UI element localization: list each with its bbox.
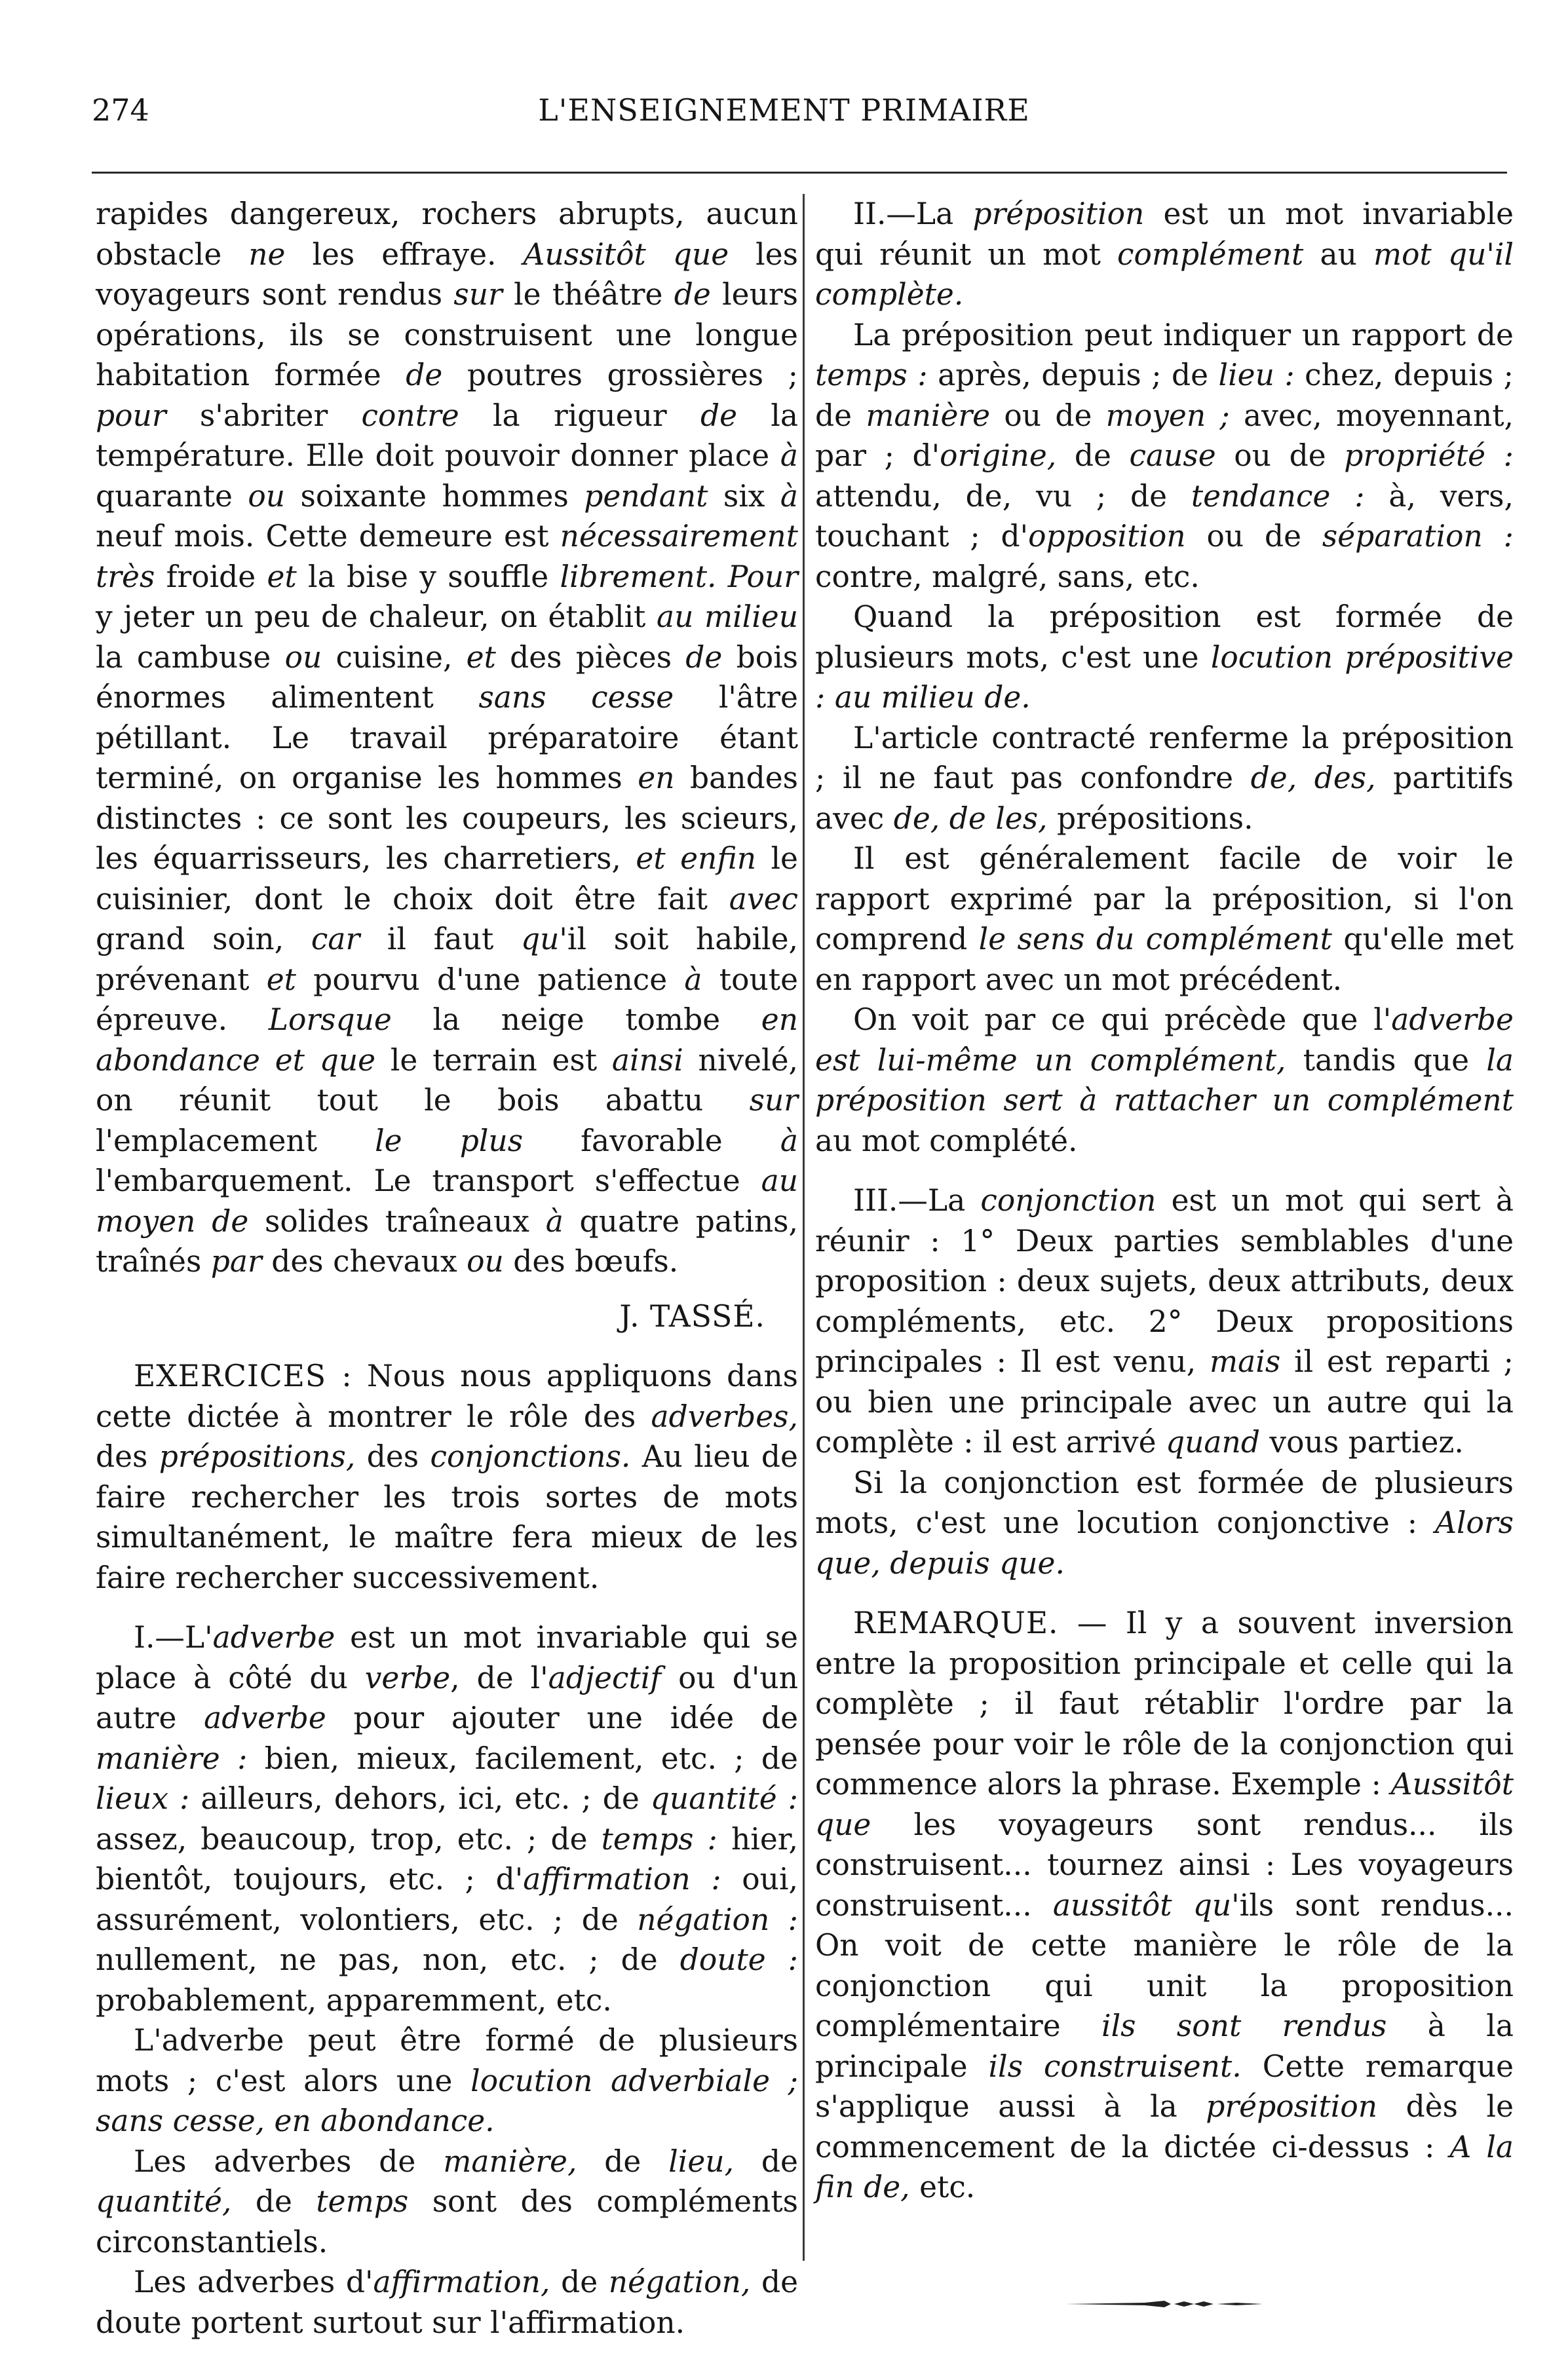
text-segment <box>825 680 834 715</box>
text-segment: prépositions. <box>1047 801 1253 836</box>
italic-segment: le sens du complément <box>978 922 1332 956</box>
italic-segment: et <box>266 962 296 997</box>
italic-segment: de <box>674 277 711 312</box>
text-segment: les voyageurs sont rendus <box>96 236 798 312</box>
article-contracte <box>815 718 1514 839</box>
text-segment: le théâtre <box>502 277 674 312</box>
italic-segment: à <box>684 962 702 997</box>
text-segment: II.—La <box>853 197 973 231</box>
preposition-locution <box>815 597 1514 718</box>
italic-segment: quand <box>1165 1425 1260 1460</box>
text-segment: Les adverbes d' <box>134 2265 373 2299</box>
italic-segment: ne <box>248 236 286 272</box>
text-segment: Cette remarque s'applique aussi à la <box>815 2049 1514 2124</box>
text-segment: de doute portent surtout sur l'affirmation. <box>96 2265 798 2340</box>
text-segment: ou d'un autre <box>96 1660 798 1735</box>
italic-segment: la préposition sert à rattacher un complément <box>815 1042 1514 1118</box>
text-segment: III.—La <box>853 1183 981 1218</box>
text-segment: les voyageurs sont rendus... ils construisent... tournez ainsi : Les voyageurs construisent... <box>815 1807 1514 1923</box>
italic-segment: et <box>466 639 496 675</box>
italic-segment: en abondance <box>96 1002 798 1078</box>
italic-segment: aussitôt qu' <box>1052 1887 1240 1923</box>
text-segment: ailleurs, dehors, ici, etc. ; de <box>189 1781 651 1816</box>
ornament-divider <box>1066 2299 1263 2309</box>
italic-segment: adjectif <box>548 1660 662 1695</box>
italic-segment: Lorsque <box>268 1002 392 1037</box>
text-segment: chez, depuis ; de <box>815 358 1514 433</box>
text-segment: avec, moyennant, par ; d' <box>815 398 1514 473</box>
text-segment: bois énormes alimentent <box>96 639 798 715</box>
exercices-text <box>96 1359 798 1595</box>
italic-segment: ils sont rendus <box>1101 2009 1387 2043</box>
text-segment: après, depuis ; de <box>927 358 1219 392</box>
text-segment: au mot complété. <box>815 1123 1078 1158</box>
text-segment: bandes distinctes : ce sont les coupeurs, les scieurs, les équarrisseurs, les charretiers, <box>96 761 798 876</box>
italic-segment: adverbe <box>212 1620 335 1655</box>
text-segment: des <box>355 1439 430 1474</box>
text-segment: vous partiez. <box>1259 1425 1464 1460</box>
italic-segment: lieu, <box>668 2144 735 2179</box>
italic-segment: et <box>267 559 297 594</box>
italic-segment: manière <box>866 398 991 433</box>
text-segment: Il est généralement facile de voir le rapport exprimé par la préposition, si l'on comprend <box>815 841 1514 956</box>
remarque-paragraph <box>815 1603 1514 2208</box>
italic-segment: au moyen de <box>96 1163 798 1239</box>
italic-segment: locution prépositive : <box>815 639 1514 715</box>
text-segment: nullement, ne pas, non, etc. ; de <box>96 1942 680 1977</box>
text-segment: au <box>1303 236 1374 272</box>
text-segment: y jeter un peu de chaleur, on établit <box>96 599 657 634</box>
text-segment: le cuisinier, dont le choix doit être fait <box>96 841 798 916</box>
italic-segment: le plus <box>375 1123 524 1158</box>
text-segment: pourvu d'une patience <box>296 962 685 997</box>
text-segment: ou de <box>1185 519 1322 554</box>
italic-segment: tendance : <box>1191 478 1365 514</box>
section-conjonction <box>815 1181 1514 1463</box>
italic-segment: quantité : <box>650 1781 798 1816</box>
italic-segment: lieux : <box>96 1781 190 1816</box>
italic-segment: contre <box>361 398 459 433</box>
preposition-rapports <box>815 315 1514 597</box>
italic-segment: temps <box>316 2184 409 2219</box>
text-segment: à, vers, touchant ; d' <box>815 478 1514 554</box>
italic-segment: à <box>780 1123 798 1158</box>
italic-segment: verbe <box>364 1660 451 1695</box>
italic-segment: propriété : <box>1344 438 1514 473</box>
text-segment: ou de <box>1215 438 1345 473</box>
text-segment: l'emplacement <box>96 1123 375 1158</box>
italic-segment: nécessairement très <box>96 519 798 594</box>
italic-segment: adverbe est lui-même un complément, <box>815 1002 1514 1078</box>
text-segment: L'adverbe peut être formé de plusieurs mots ; c'est alors une <box>96 2023 798 2098</box>
italic-segment: par <box>210 1244 262 1279</box>
text-segment: cuisine, <box>322 639 467 675</box>
text-segment: des pièces <box>495 639 686 675</box>
italic-segment: A la fin de, <box>815 2129 1514 2204</box>
italic-segment: mot qu'il complète. <box>815 236 1514 312</box>
text-segment: des <box>96 1439 159 1474</box>
text-segment: est un mot invariable qui réunit un mot <box>815 197 1514 272</box>
text-segment: Au lieu de faire rechercher les trois sortes de mots simultanément, le maître fera mieux de les faire rechercher successivement. <box>96 1439 798 1595</box>
text-segment: quarante <box>96 478 248 514</box>
italic-segment: manière, <box>443 2144 577 2179</box>
right-column <box>815 194 1514 2309</box>
italic-segment: moyen ; <box>1105 398 1230 433</box>
section-adverbe <box>96 1617 798 2020</box>
text-segment: tandis que <box>1286 1042 1487 1078</box>
text-segment: Les adverbes de <box>134 2144 444 2179</box>
italic-segment: librement. <box>560 559 717 594</box>
text-segment: contre, malgré, sans, etc. <box>815 559 1200 594</box>
text-segment: froide <box>155 559 267 594</box>
italic-segment: ou <box>467 1244 504 1279</box>
section-preposition <box>815 194 1514 315</box>
adverbes-affirmation <box>96 2262 798 2343</box>
text-segment: hier, bientôt, toujours, etc. ; d' <box>96 1821 798 1897</box>
italic-segment: ils construisent. <box>988 2049 1242 2084</box>
text-segment: assez, beaucoup, trop, etc. ; de <box>96 1821 602 1857</box>
running-head: L'ENSEIGNEMENT PRIMAIRE <box>538 92 1030 128</box>
text-segment: probablement, apparemment, etc. <box>96 1982 612 2018</box>
adverbes-complements <box>96 2142 798 2263</box>
dictee-text <box>96 194 798 1282</box>
italic-segment: de <box>700 398 738 433</box>
italic-segment: à <box>780 478 798 514</box>
text-segment: de <box>577 2144 669 2179</box>
exercices-paragraph <box>96 1356 798 1598</box>
italic-segment: Pour <box>727 559 799 594</box>
italic-segment: temps : <box>601 1821 717 1857</box>
italic-segment: avec <box>729 881 798 916</box>
remarque-label: REMARQUE. <box>853 1606 1059 1640</box>
italic-segment: ou <box>248 478 286 514</box>
italic-segment: Aussitôt que <box>815 1767 1514 1842</box>
text-segment: ou de <box>990 398 1106 433</box>
text-segment: de <box>1056 438 1130 473</box>
conjonction-locution <box>815 1463 1514 1584</box>
italic-segment: pour <box>96 398 166 433</box>
italic-segment: négation, <box>608 2265 751 2299</box>
text-segment: I.—L' <box>134 1620 213 1655</box>
text-segment: sont des compléments circonstantiels. <box>96 2184 798 2259</box>
text-segment: l'âtre pétillant. Le travail préparatoire étant terminé, on organise les hommes <box>96 680 798 795</box>
italic-segment: prépositions, <box>159 1439 356 1474</box>
italic-segment: car <box>311 922 360 956</box>
italic-segment: et que <box>275 1042 376 1078</box>
remarque-text <box>815 1606 1514 2204</box>
text-segment: toute épreuve. <box>96 962 799 1037</box>
italic-segment: de <box>406 358 443 392</box>
text-segment: s'abriter <box>166 398 362 433</box>
text-segment: les effraye. <box>285 236 524 272</box>
italic-segment: de, des, <box>1250 761 1376 795</box>
text-segment: attendu, de, vu ; de <box>815 478 1191 514</box>
italic-segment: cause <box>1129 438 1216 473</box>
rapport-facile <box>815 839 1514 1000</box>
text-segment: ils sont rendus... On voit de cette manière le rôle de la conjonction qui unit la proposition complémentaire <box>815 1887 1514 2043</box>
italic-segment: séparation : <box>1322 519 1514 554</box>
italic-segment: lieu : <box>1218 358 1295 392</box>
italic-segment: mais <box>1210 1344 1281 1379</box>
text-segment: leurs opérations, ils se construisent une longue habitation formée <box>96 277 798 392</box>
on-voit <box>815 1000 1514 1161</box>
text-segment: il soit habile, prévenant <box>96 922 798 997</box>
text-segment: il faut <box>360 922 521 956</box>
text-segment <box>716 559 727 594</box>
page-number: 274 <box>92 92 149 128</box>
text-segment: grand soin, <box>96 922 311 956</box>
text-segment: le terrain est <box>375 1042 612 1078</box>
text-segment: soixante hommes <box>285 478 584 514</box>
italic-segment: sur <box>749 1083 798 1118</box>
text-segment: la rigueur <box>459 398 700 433</box>
italic-segment: manière : <box>96 1741 248 1776</box>
italic-segment: adverbe <box>204 1701 326 1735</box>
text-segment: la bise y souffle <box>296 559 560 594</box>
exercices-label: EXERCICES : <box>134 1359 353 1393</box>
text-segment: On voit par ce qui précède que l' <box>853 1002 1392 1037</box>
text-segment: rapides dangereux, rochers abrupts, aucun obstacle <box>96 197 798 272</box>
signature: J. TASSÉ. <box>619 1298 765 1334</box>
text-segment: La préposition peut indiquer un rapport de <box>853 317 1514 352</box>
italic-segment: locution adverbiale ; <box>470 2063 799 2098</box>
text-segment: quatre patins, traînés <box>96 1203 798 1279</box>
italic-segment: origine, <box>940 438 1057 473</box>
italic-segment: au milieu de. <box>834 680 1031 715</box>
italic-segment: affirmation, <box>373 2265 550 2299</box>
text-segment: Nous nous appliquons dans cette dictée à montrer le rôle des <box>96 1359 798 1434</box>
italic-segment: de <box>685 639 723 675</box>
text-segment: Si la conjonction est formée de plusieurs mots, c'est une locution conjonctive : <box>815 1465 1514 1540</box>
text-segment: de <box>550 2265 609 2299</box>
italic-segment: ainsi <box>611 1042 683 1078</box>
text-segment: L'article contracté renferme la préposition ; il ne faut pas confondre <box>815 720 1514 795</box>
text-segment: l'embarquement. Le transport s'effectue <box>96 1163 761 1198</box>
header-rule <box>92 172 1507 174</box>
text-segment: oui, assurément, volontiers, etc. ; de <box>96 1862 798 1937</box>
text-segment: dès le commencement de la dictée ci-dessus : <box>815 2089 1514 2164</box>
italic-segment: sans cesse, en abondance. <box>96 2104 495 2138</box>
text-segment: qu'elle met en rapport avec un mot précédent. <box>815 922 1514 997</box>
text-segment: etc. <box>909 2170 976 2204</box>
text-segment: bien, mieux, facilement, etc. ; de <box>247 1741 798 1776</box>
text-segment: à la principale <box>815 2009 1514 2084</box>
text-segment: de <box>231 2184 316 2219</box>
text-segment: neuf mois. Cette demeure est <box>96 519 560 554</box>
text-segment: poutres grossières ; <box>442 358 798 392</box>
text-segment: il est reparti ; ou bien une principale avec un autre qui la complète : il est arrivé <box>815 1344 1514 1460</box>
italic-segment: à <box>545 1203 564 1239</box>
text-segment <box>260 1043 275 1078</box>
text-segment: partitifs avec <box>815 761 1514 836</box>
italic-segment: sans cesse <box>478 680 674 715</box>
italic-segment: quantité, <box>96 2184 232 2219</box>
text-segment: est un mot invariable qui se place à côté du <box>96 1620 798 1695</box>
text-segment: , de l' <box>450 1660 548 1695</box>
italic-segment: complément <box>1117 236 1304 272</box>
italic-segment: opposition <box>1028 519 1186 554</box>
text-segment: six <box>708 478 780 514</box>
text-segment: est un mot qui sert à réunir : 1° Deux parties semblables d'une proposition : deux sujets, deux attributs, deux compléments, etc. 2° Deux propositions principales : Il est venu, <box>815 1183 1514 1379</box>
italic-segment: conjonctions. <box>430 1439 631 1474</box>
italic-segment: conjonction <box>980 1183 1157 1218</box>
text-segment: des chevaux <box>261 1244 467 1279</box>
italic-segment: de, de les, <box>893 801 1048 836</box>
italic-segment: adverbes, <box>651 1399 798 1434</box>
text-segment: la neige tombe <box>391 1002 761 1037</box>
left-column <box>96 194 798 2343</box>
italic-segment: en <box>638 761 675 795</box>
adverbe-locution <box>96 2020 798 2142</box>
italic-segment: Aussitôt que <box>523 236 729 272</box>
italic-segment: temps : <box>815 358 928 392</box>
italic-segment: à <box>780 438 798 473</box>
column-rule <box>803 194 805 2261</box>
italic-segment: affirmation : <box>523 1862 721 1897</box>
text-segment: nivelé, on réunit tout le bois abattu <box>96 1042 798 1118</box>
italic-segment: négation : <box>637 1902 798 1937</box>
text-segment: pour ajouter une idée de <box>326 1701 799 1735</box>
text-segment: — Il y a souvent inversion entre la proposition principale et celle qui la complète ; il faut rétablir l'ordre par la pensée pour voir le rôle de la conjonction qui commence alors la phrase. Exemple : <box>815 1606 1514 1802</box>
italic-segment: et enfin <box>636 841 756 876</box>
italic-segment: sur <box>453 277 503 312</box>
italic-segment: préposition <box>1206 2089 1378 2124</box>
italic-segment: ou <box>284 639 322 675</box>
text-segment: solides traîneaux <box>248 1203 546 1239</box>
text-segment: de <box>734 2144 798 2179</box>
italic-segment: qu' <box>520 922 567 956</box>
italic-segment: Alors que, depuis que. <box>815 1505 1514 1581</box>
text-segment: la cambuse <box>96 639 285 675</box>
text-segment: la température. Elle doit pouvoir donner place <box>96 398 798 473</box>
italic-segment: au milieu <box>656 599 798 634</box>
italic-segment: préposition <box>972 197 1145 231</box>
text-segment: des bœufs. <box>503 1244 679 1279</box>
text-segment: favorable <box>523 1123 780 1158</box>
italic-segment: doute : <box>679 1942 798 1977</box>
italic-segment: pendant <box>584 478 708 514</box>
text-segment: Quand la préposition est formée de plusieurs mots, c'est une <box>815 599 1514 675</box>
